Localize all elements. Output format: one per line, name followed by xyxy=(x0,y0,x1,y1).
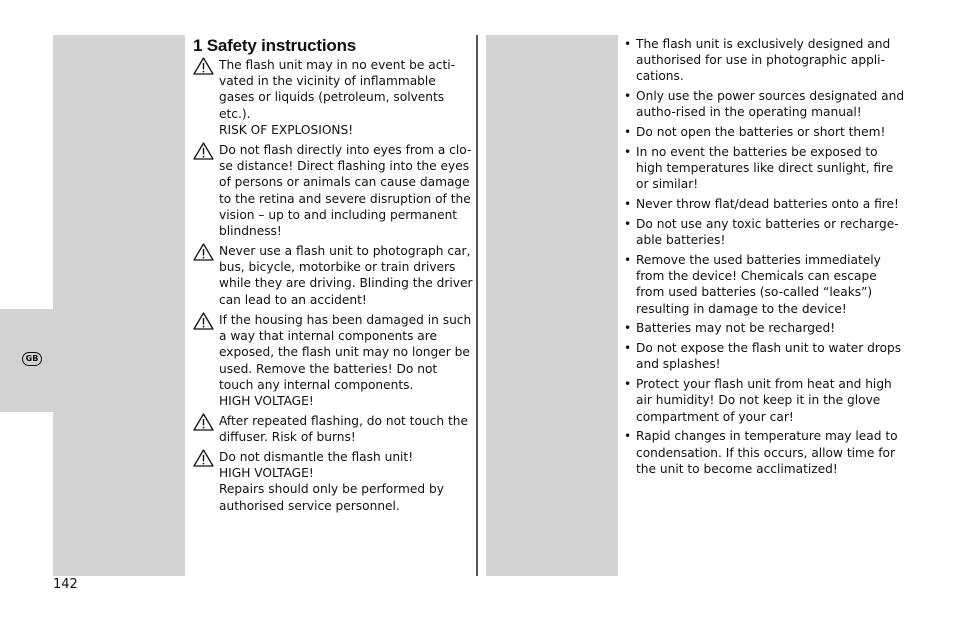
section-title: 1 Safety instructions xyxy=(193,36,357,55)
warning-item xyxy=(193,142,473,239)
list-item xyxy=(624,124,914,140)
warning-triangle-icon xyxy=(193,243,214,261)
list-item-text: In no event the batteries be exposed to high temperatures like direct sunlight, fire or similar! xyxy=(636,145,894,192)
warning-triangle-icon xyxy=(193,142,214,160)
column-divider xyxy=(476,35,478,576)
bullet-dot: • xyxy=(624,253,632,267)
left-margin-block xyxy=(53,35,185,576)
list-item-text: Remove the used batteries immediately from the device! Chemicals can escape from used batteries (so-called “leaks”) resulting in damage to the device! xyxy=(636,253,881,316)
bullet-dot: • xyxy=(624,145,632,159)
bullet-dot: • xyxy=(624,377,632,392)
warning-item xyxy=(193,413,473,445)
list-item-text: Never throw flat/dead batteries onto a fire! xyxy=(636,197,899,212)
warning-text: The flash unit may in no event be acti- vated in the vicinity of inflammable gases or liquids (petroleum, solvents etc.). RISK OF EXPLOSIONS! xyxy=(219,58,456,137)
warning-text: If the housing has been damaged in such a way that internal components are exposed, the flash unit may no longer be used. Remove the batteries! Do not touch any internal components. HIGH VOLTAGE! xyxy=(219,313,472,409)
list-item-text: Do not use any toxic batteries or recharge- able batteries! xyxy=(636,217,899,248)
warning-triangle-icon xyxy=(193,312,214,330)
battery-safety-list xyxy=(624,36,914,481)
list-item xyxy=(624,252,914,317)
page-number: 142 xyxy=(53,577,78,592)
list-item xyxy=(624,376,914,425)
bullet-dot: • xyxy=(624,125,632,140)
warning-text: After repeated flashing, do not touch the diffuser. Risk of burns! xyxy=(219,414,468,445)
warning-item xyxy=(193,57,473,138)
center-margin-block xyxy=(486,35,618,576)
bullet-dot: • xyxy=(624,341,632,356)
bullet-dot: • xyxy=(624,37,632,51)
list-item xyxy=(624,88,914,120)
warning-text: Do not dismantle the flash unit! HIGH VOLTAGE! Repairs should only be performed by authorised service personnel. xyxy=(219,450,444,513)
bullet-dot: • xyxy=(624,321,632,336)
warning-item xyxy=(193,449,473,514)
list-item-text: Rapid changes in temperature may lead to condensation. If this occurs, allow time for the unit to become acclimatized! xyxy=(636,429,898,476)
list-item-text: Batteries may not be recharged! xyxy=(636,321,836,336)
warning-triangle-icon xyxy=(193,57,214,75)
list-item-text: Do not open the batteries or short them! xyxy=(636,125,886,140)
list-item-text: Do not expose the flash unit to water drops and splashes! xyxy=(636,341,902,372)
bullet-dot: • xyxy=(624,89,632,104)
list-item-text: The flash unit is exclusively designed and authorised for use in photographic appli- cations. xyxy=(636,37,891,84)
list-item xyxy=(624,320,914,336)
warning-item xyxy=(193,312,473,409)
bullet-dot: • xyxy=(624,217,632,231)
warning-triangle-icon xyxy=(193,449,214,467)
list-item-text: Only use the power sources designated and autho-rised in the operating manual! xyxy=(636,89,905,120)
list-item xyxy=(624,36,914,85)
warning-text: Never use a flash unit to photograph car, bus, bicycle, motorbike or train drivers while they are driving. Blinding the driver can lead to an accident! xyxy=(219,244,473,307)
list-item xyxy=(624,340,914,372)
list-item xyxy=(624,144,914,193)
bullet-dot: • xyxy=(624,197,632,212)
list-item xyxy=(624,428,914,477)
list-item xyxy=(624,216,914,248)
warning-triangle-icon xyxy=(193,413,214,431)
list-item-text: Protect your flash unit from heat and high air humidity! Do not keep it in the glove compartment of your car! xyxy=(636,377,892,424)
warning-text: Do not flash directly into eyes from a clo- se distance! Direct flashing into the eyes of persons or animals can cause damage to the retina and severe disruption of the vision – up to and including permanent blindness! xyxy=(219,143,472,239)
language-badge: GB xyxy=(22,352,42,366)
list-item xyxy=(624,196,914,212)
warning-item xyxy=(193,243,473,308)
bullet-dot: • xyxy=(624,429,632,444)
